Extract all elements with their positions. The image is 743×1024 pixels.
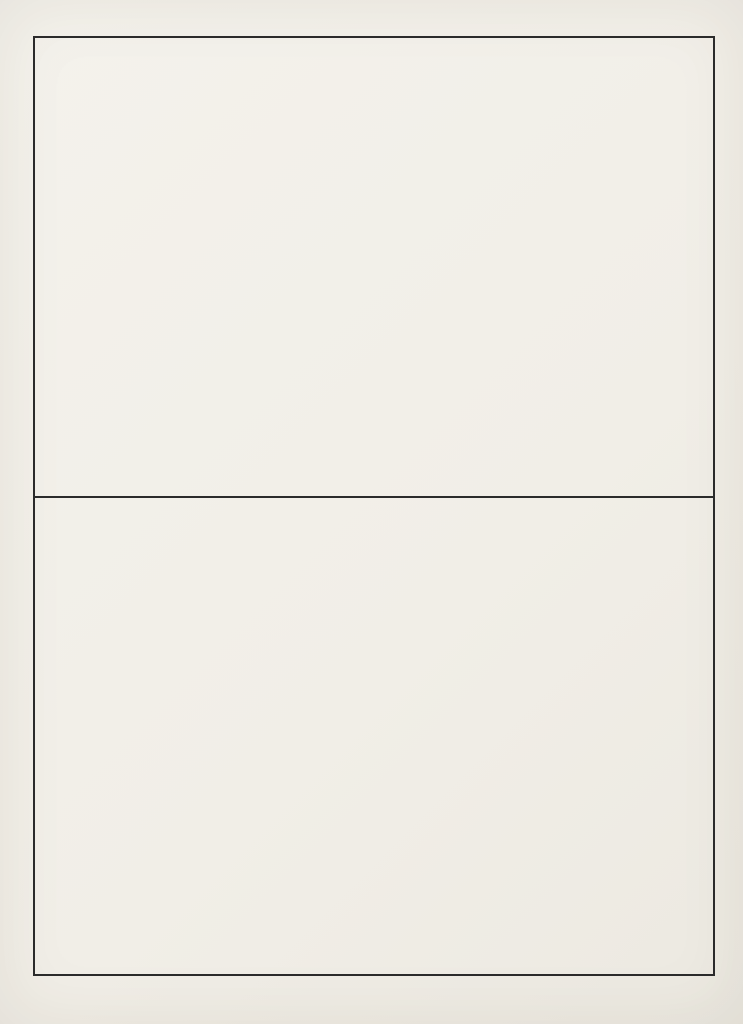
roster-table (33, 36, 715, 976)
roster-table-top-section (35, 38, 713, 498)
roster-table-bottom-section (35, 498, 713, 974)
